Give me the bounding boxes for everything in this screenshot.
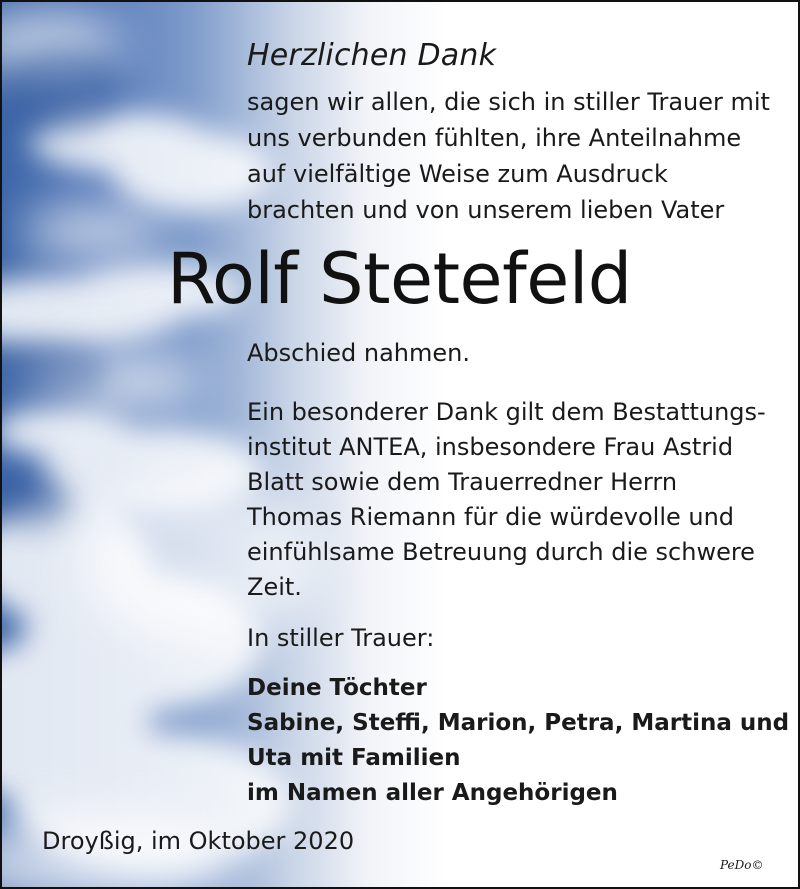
intro-text	[247, 84, 787, 228]
intro-line: brachten und von unserem lieben Vater	[247, 196, 725, 224]
deceased-name: Rolf Stetefeld	[167, 238, 632, 320]
intro-line: auf vielfältige Weise zum Ausdruck	[247, 160, 668, 188]
thanks-line: Ein besonderer Dank gilt dem Bestattungs-	[247, 398, 766, 426]
thanks-line: institut ANTEA, insbesondere Frau Astrid	[247, 433, 734, 461]
credit-mark: PeDo©	[720, 858, 764, 872]
signers-block	[247, 671, 790, 811]
signer-line: Deine Töchter	[247, 675, 427, 701]
thanks-line: Zeit.	[247, 573, 302, 601]
intro-line: sagen wir allen, die sich in stiller Trauer mit	[247, 88, 770, 116]
signer-line: Sabine, Steffi, Marion, Petra, Martina und	[247, 710, 790, 736]
signer-line: im Namen aller Angehörigen	[247, 780, 618, 806]
thanks-line: Blatt sowie dem Trauerredner Herrn	[247, 468, 678, 496]
thanks-line: Thomas Riemann für die würdevolle und	[247, 503, 735, 531]
thanks-line: einfühlsame Betreuung durch die schwere	[247, 538, 755, 566]
intro-line: uns verbunden fühlten, ihre Anteilnahme	[247, 124, 742, 152]
thanks-text	[247, 395, 787, 605]
heading: Herzlichen Dank	[247, 38, 497, 73]
farewell-text: Abschied nahmen.	[247, 339, 470, 367]
place-date: Droyßig, im Oktober 2020	[42, 827, 355, 855]
signer-line: Uta mit Familien	[247, 745, 461, 771]
mourning-label: In stiller Trauer:	[247, 624, 435, 652]
